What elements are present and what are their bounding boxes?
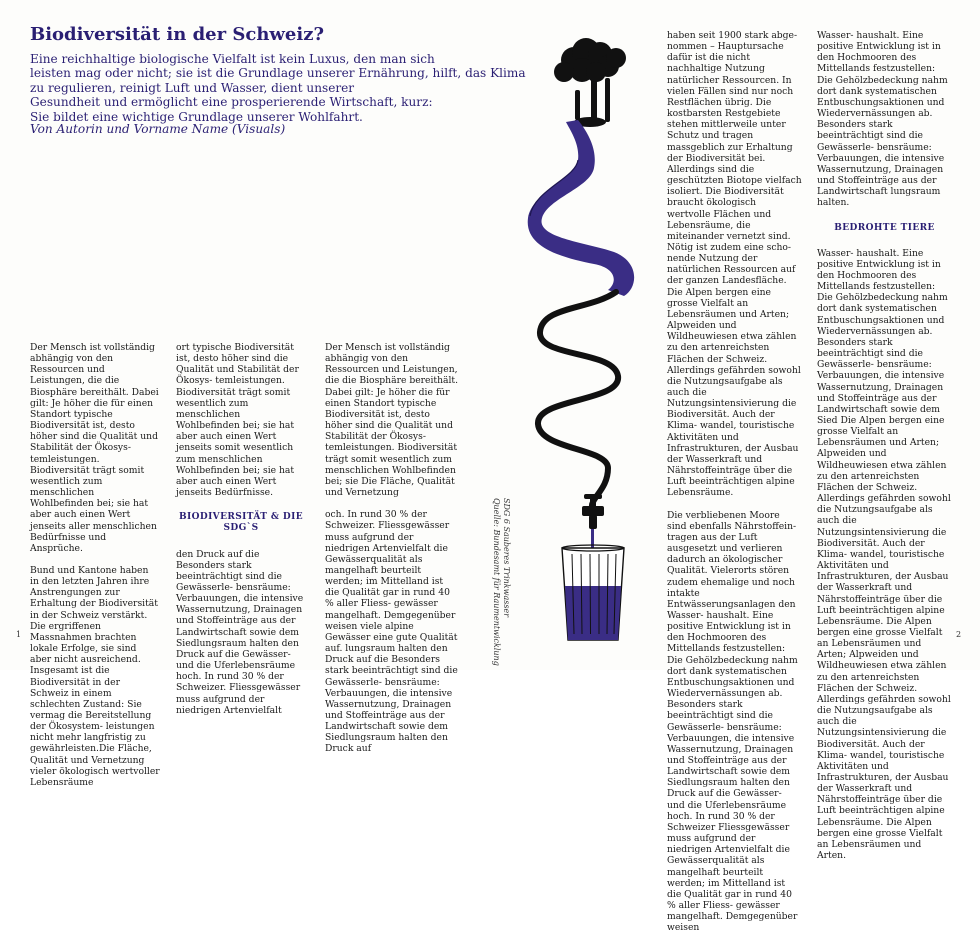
lead-line: leisten mag oder nicht; sie ist die Grundlage unserer Ernährung, hilft, das Klima [30,66,526,81]
source-line: Quelle: Bundesamt für Raumentwicklung [492,498,501,666]
lead-line: Eine reichhaltige biologische Vielfalt ist kein Luxus, den man sich [30,52,435,66]
lead-line: Sie bildet eine wichtige Grundlage unserer Wohlfahrt. [30,109,363,124]
page-number-left: 1 [16,630,22,639]
section-subhead-threatened-animals: BEDROHTE TIERE [834,222,935,233]
source-line: SDG 6 Sauberes Trinkwasser [502,498,511,618]
tap-icon [582,494,604,529]
body-paragraph: ort typische Biodiversität ist, desto höher sind die Qualität und Stabilität der Ökosys- temleistungen. Biodiversität trägt somit wesentlich zum menschlichen Wohlbefinden bei; sie hat aber auch einen Wert jenseits somit wesentlich zum menschlichen Wohlbefinden bei; sie hat aber auch einen Wert jenseits Bedürfnisse. [176,342,299,499]
body-paragraph: Der Mensch ist vollständig abhängig von den Ressourcen und Leistungen, die die Biosphäre bereithält. Dabei gilt: Je höher die für einen Standort typische Biodiversität ist, desto höher sind die Qualität und Stabilität der Ökosys- temleistungen. Biodiversität trägt somit wesentlich zum menschlichen Wohlbefinden bei; sie Die Fläche, Qualität und Vernetzung [325,342,459,499]
text-column-3 [325,342,460,755]
water-ribbon-illustration [520,20,670,660]
text-column-2 [176,342,306,716]
body-paragraph: den Druck auf die Besonders stark beeinträchtigt sind die Gewässerle- bensräume: Verbauungen, die intensive Wassernutzung, Drainagen und Stoffeinträge aus der Landwirtschaft sowie dem Siedlungsraum halten den Druck auf die Gewässer- und die Uferlebensräume hoch. In rund 30 % der Schweizer. Fliessgewässer muss aufgrund der niedrigen Artenvielfalt [176,548,304,716]
hose-icon [538,292,618,508]
section-subhead-sdg: BIODIVERSITÄT & DIE SDG`S [179,512,303,534]
text-column-5 [817,30,952,861]
author-credit: Von Autorin und Vorname Name (Visuals) [30,122,286,136]
article-title: Biodiversität in der Schweiz? [30,24,324,45]
body-paragraph: Wasser- haushalt. Eine positive Entwicklung ist in den Hochmooren des Mittellands festzustellen: Die Gehölzbedeckung nahm dort dank systematischen Entbuschungsaktionen und Wiedervernässungen ab. Besonders stark beeinträchtigt sind die Gewässerle- bensräume: Verbauungen, die intensive Wassernutzung, Drainagen und Stoffeinträge aus der Landwirtschaft sowie dem Sied Die Alpen bergen eine grosse Vielfalt an Lebensräumen und Arten; Alpweiden und Wildheuwiesen etwa zählen zu den artenreichsten Flächen der Schweiz. Allerdings gefährden sowohl die Nutzungsaufgabe als auch die Nutzungsintensivierung die Biodiversität. Auch der Klima- wandel, touristische Aktivitäten und Infrastrukturen, der Ausbau der Wasserkraft und Nährstoffeinträge über die Luft beeinträchtigen alpine Lebensräume. Die Alpen bergen eine grosse Vielfalt an Lebensräumen und Arten; Alpweiden und Wildheuwiesen etwa zählen zu den artenreichsten Flächen der Schweiz. Allerdings gefährden sowohl die Nutzungsaufgabe als auch die Nutzungsintensivierung die Biodiversität. Auch der Klima- wandel, touristische Aktivitäten und Infrastrukturen, der Ausbau der Wasserkraft und Nährstoffeinträge über die Luft beeinträchtigen alpine Lebensräume. Die Alpen bergen eine grosse Vielfalt an Lebensräumen und Arten. [817,247,951,862]
body-paragraph: Bund und Kantone haben in den letzten Jahren ihre Anstrengungen zur Erhaltung der Biodiversität in der Schweiz verstärkt. Die ergriffenen Massnahmen brachten lokale Erfolge, sie sind aber nicht ausreichend. Insgesamt ist die Biodiversität in der Schweiz in einem schlechten Zustand: Sie vermag die Bereitstellung der Ökosystem- leistungen nicht mehr langfristig zu gewährleisten.Die Fläche, Qualität und Vernetzung vieler ökologisch wertvoller Lebensräume [30,564,160,788]
glass-icon [562,545,624,640]
body-paragraph: och. In rund 30 % der Schweizer. Fliessgewässer muss aufgrund der niedrigen Artenvielfalt die Gewässerqualität als mangelhaft beurteilt werden; im Mittelland ist die Qualität gar in rund 40 % aller Fliess- gewässer mangelhaft. Demgegenüber weisen viele alpine Gewässer eine gute Qualität auf. lungsraum halten den Druck auf die Besonders stark beeinträchtigt sind die Gewässerle- bensräume: Verbauungen, die intensive Wassernutzung, Drainagen und Stoffeinträge aus der Landwirtschaft sowie dem Siedlungsraum halten den Druck auf [325,509,458,755]
text-column-4 [667,30,802,934]
page-number-right: 2 [956,630,962,639]
lead-paragraph [30,52,526,124]
body-paragraph: Die verbliebenen Moore sind ebenfalls Nährstoffein- tragen aus der Luft ausgesetzt und verlieren dadurch an ökologischer Qualität. Vielerorts stören zudem ehemalige und noch intakte Entwässerungsanlagen den Wasser- haushalt. Eine positive Entwicklung ist in den Hochmooren des Mittellands festzustellen: Die Gehölzbedeckung nahm dort dank systematischen Entbuschungsaktionen und Wiedervernässungen ab. Besonders stark beeinträchtigt sind die Gewässerle- bensräume: Verbauungen, die intensive Wassernutzung, Drainagen und Stoffeinträge aus der Landwirtschaft sowie dem Siedlungsraum halten den Druck auf die Gewässer- und die Uferlebensräume hoch. In rund 30 % der Schweizer Fliessgewässer muss aufgrund der niedrigen Artenvielfalt die Gewässerqualität als mangelhaft beurteilt werden; im Mittelland ist die Qualität gar in rund 40 % aller Fliess- gewässer mangelhaft. Demgegenüber weisen [667,509,798,934]
lead-line: Gesundheit und ermöglicht eine prosperierende Wirtschaft, kurz: [30,95,433,110]
illustration-source-caption [491,498,511,666]
body-paragraph: haben seit 1900 stark abge- nommen – Hauptursache dafür ist die nicht nachhaltige Nutzung natürlicher Ressourcen. In vielen Fällen sind nur noch Restflächen übrig. Die kostbarsten Restgebiete stehen mittlerweile unter Schutz und tragen massgeblich zur Erhaltung der Biodiversität bei. Allerdings sind die geschützten Biotope vielfach isoliert. Die Biodiversität braucht ökologisch wertvolle Flächen und Lebensräume, die miteinander vernetzt sind. Nötig ist zudem eine scho- nende Nutzung der natürlichen Ressourcen auf der ganzen Landesfläche. Die Alpen bergen eine grosse Vielfalt an Lebensräumen und Arten; Alpweiden und Wildheuwiesen etwa zählen zu den artenreichsten Flächen der Schweiz. Allerdings gefährden sowohl die Nutzungsaufgabe als auch die Nutzungsintensivierung die Biodiversität. Auch der Klima- wandel, touristische Aktivitäten und Infrastrukturen, der Ausbau der Wasserkraft und Nährstoffeinträge über die Luft beeinträchtigen alpine Lebensräume. [667,30,802,499]
trees-icon [554,38,626,127]
body-paragraph: Der Mensch ist vollständig abhängig von den Ressourcen und Leistungen, die die Biosphäre bereithält. Dabei gilt: Je höher die für einen Standort typische Biodiversität ist, desto höher sind die Qualität und Stabilität der Ökosys- temleistungen. Biodiversität trägt somit wesentlich zum menschlichen Wohlbefinden bei; sie hat aber auch einen Wert jenseits aller menschlichen Bedürfnisse und Ansprüche. [30,342,159,554]
text-column-1 [30,342,160,788]
water-ribbon-shape [528,120,634,296]
lead-line: zu regulieren, reinigt Luft und Wasser, dient unserer [30,80,355,95]
body-paragraph: Wasser- haushalt. Eine positive Entwicklung ist in den Hochmooren des Mittellands festzustellen: Die Gehölzbedeckung nahm dort dank systematischen Entbuschungsaktionen und Wiedervernässungen ab. Besonders stark beeinträchtigt sind die Gewässerle- bensräume: Verbauungen, die intensive Wassernutzung, Drainagen und Stoffeinträge aus der Landwirtschaft lungsraum halten. [817,30,948,209]
